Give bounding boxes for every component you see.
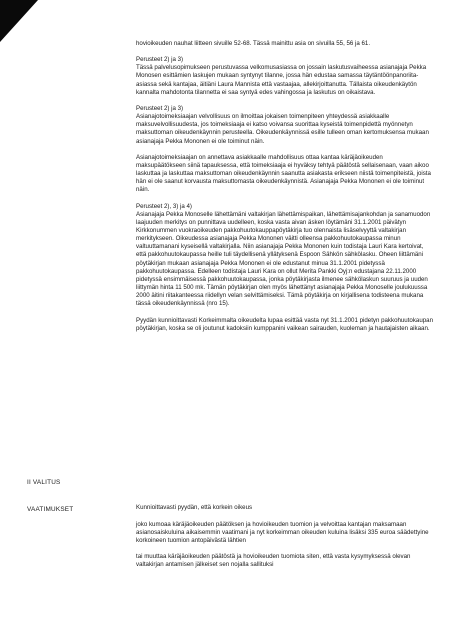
body-text <box>136 40 434 341</box>
requirements-text <box>136 504 434 576</box>
paragraph-2 <box>136 56 434 97</box>
paragraph-5 <box>136 203 434 309</box>
requirement-item: joko kumoaa käräjäoikeuden päätöksen ja hovioikeuden tuomion ja velvoittaa kantajan maksamaan asianosaiskuluina aikaisemmin vaatimani ja nyt korkeimman oikeuden kuluina lisäksi 335 euroa säädettyine korkoineen tuomion antopäivästä lähtien <box>136 521 429 545</box>
paragraph-6 <box>136 317 434 333</box>
requirement-intro: Kunnioittavasti pyydän, että korkein oikeus <box>136 504 253 511</box>
paragraph-4 <box>136 154 434 195</box>
section-heading-valitus: II VALITUS <box>27 479 61 486</box>
paragraph-heading: Perusteet 2), 3) ja 4) <box>136 202 192 210</box>
paragraph-text: hovioikeuden nauhat liitteen sivuille 52-68. Tässä mainittu asia on sivuilla 55, 56 ja 61. <box>136 40 371 47</box>
paragraph-3 <box>136 105 434 146</box>
paragraph-text: Asianajaja Pekka Monoselle lähettämäni valtakirjan lähettämispaikan, lähettämisajankohdan ja sanamuodon laajuuden merkitys on punnittava uudelleen, koska vasta aivan äsken löytämäni 31.1.2001 päivätyn Kirkkonummen vuokraoikeuden pakkohuutokauppapöytäkirja tuo olennaista lisäselvyyttä valtakirjan merkitykseen. Oikeudessa asianajaja Pekka Mononen väitti olleensa pakkohuutokaupassa minun valtuuttamanani kyseisellä valtakirjalla. Niin asianajaja Pekka Mononen kuin todistaja Lauri Kara kertoivat, että pakkohuutokaupassa heille tuli täydellisenä yllätyksenä Espoon Sähkön sähkölasku. Oheen liittämäni pöytäkirjan mukaan asianajaja Pekka Mononen ei ole edustanut minua 31.1.2001 pidetyssä pakkohuutokaupassa. Edelleen todistaja Lauri Kara on ollut Merita Pankki Oyj:n edustajana 22.11.2000 pidetyssä ensimmäisessä pakkohuutokaupassa, jonka pöytäkirjasta ilmenee sähkölaskun suuruus ja uuden liittymän hinta 11 500 mk. Tämän pöytäkirjan olen myös lähettänyt asianajaja Pekka Monoselle joulukuussa 2000 äitini riitakanteessa riidellyn velan selvittämiseksi. Tämä pöytäkirja on kirjallisena todisteena mukana tässä oikeudenkäynnissä (nro 15). <box>136 210 431 308</box>
paragraph-heading: Perusteet 2) ja 3) <box>136 56 184 64</box>
paragraph-text: Asianajotoimeksiaajan velvollisuus on ilmoittaa jokaisen toimenpiteen yhteydessä asiakkaalle maksuvelvollisuudesta, jos toimeksiaaja ei katso voivansa suorittaa kyseistä toimenpidettä myönnetyn maksuttoman oikeudenkäynnin perusteella. Oikeudenkäynnissä esille tulleen oman kertomuksensa mukaan asianajaja Pekka Mononen ei ole toiminut näin. <box>136 113 429 145</box>
paragraph-text: Asianajotoimeksiaajan on annettava asiakkaalle mahdollisuus ottaa kantaa käräjäoikeuden maksupäätökseen siinä tapauksessa, että toimeksiaaja ei hyväksy tehtyä päätöstä sellaisenaan, vaan aikoo laskuttaa ja laskuttaa maksuttoman oikeudenkäynnin saanutta asiakasta erikseen niistä toimenpiteistä, joista hän ei ole saanut korvausta maksuttomasta oikeudenkäynnistä. Asianajaja Pekka Mononen ei ole toiminut näin. <box>136 153 431 194</box>
paragraph-text: Tässä palvelusopimukseen perustuvassa velkomusasiassa on jossain laskutusvaiheessa asianajaja Pekka Monosen esittämien laskujen mukaan syntynyt tilanne, jossa hän edustaa samassa täytäntöönpanoriita-asiassa sekä kantajaa, äitiäni Laura Mannista että vastaajaa, allekirjoittanutta. Tällaista oikeudenkäytön kannalta mahdotonta tilannetta ei saa syntyä edes vahingossa ja laskutus on oikaistava. <box>136 64 427 96</box>
corner-mark <box>0 0 38 42</box>
paragraph-text: Pyydän kunnioittavasti Korkeimmalta oikeudelta lupaa esittää vasta nyt 31.1.2001 pidetyn pakkohuutokaupan pöytäkirjan, koska se oli joutunut kadoksiin kumppanini vaikean sairauden, kuoleman ja hautajaisten aikaan. <box>136 316 433 332</box>
paragraph-heading: Perusteet 2) ja 3) <box>136 104 184 112</box>
paragraph-1 <box>136 40 434 48</box>
section-heading-vaatimukset: VAATIMUKSET <box>27 506 74 513</box>
requirement-item: tai muuttaa käräjäoikeuden päätöstä ja hovioikeuden tuomiota siten, että vasta kysymyksessä olevan valtakirjan antamisen jälkeiset sen nojalla sallituksi <box>136 552 411 568</box>
